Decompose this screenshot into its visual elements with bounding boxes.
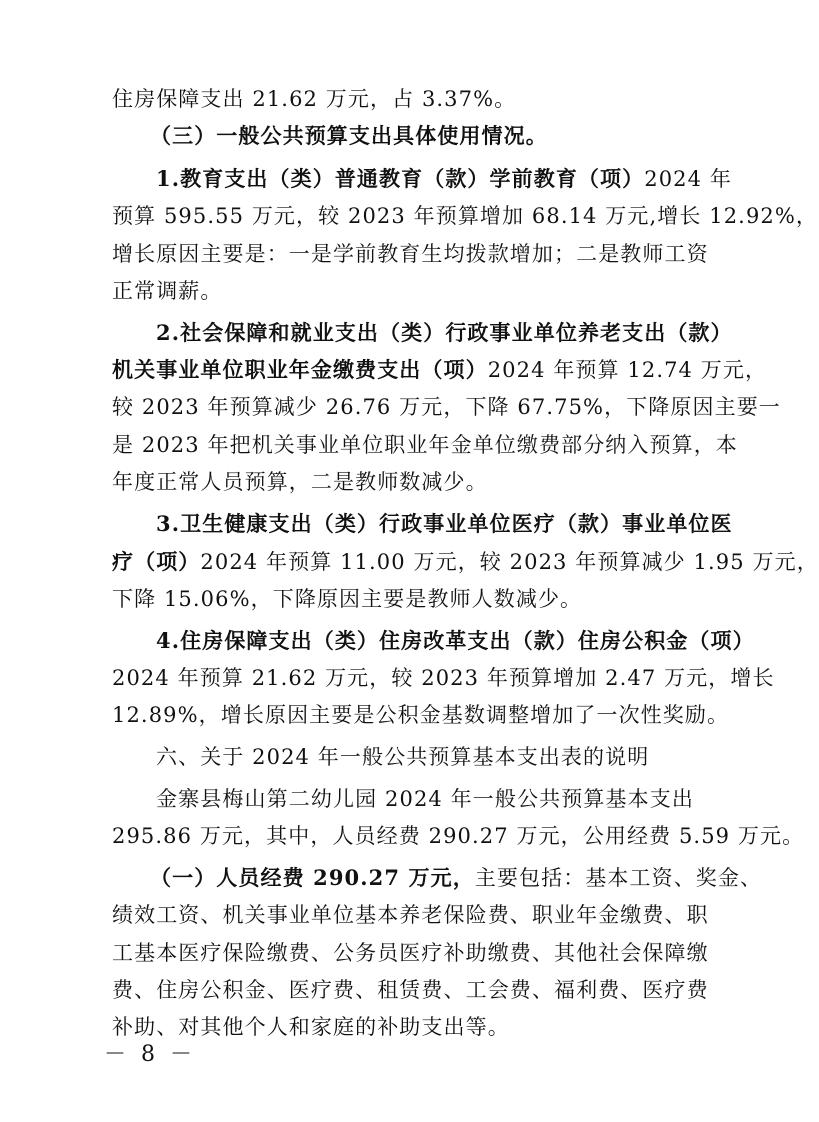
- text-line: 2024 年预算 21.62 万元，较 2023 年预算增加 2.47 万元，增长: [112, 666, 775, 690]
- text-line: 机关事业单位职业年金缴费支出（项）2024 年预算 12.74 万元，: [112, 357, 768, 382]
- item-heading-1: 1.教育支出（类）普通教育（款）学前教育（项）2024 年: [156, 166, 732, 191]
- text-line: 工基本医疗保险缴费、公务员医疗补助缴费、其他社会保障缴: [112, 941, 709, 965]
- text-line: 是 2023 年把机关事业单位职业年金单位缴费部分纳入预算，本: [112, 433, 738, 457]
- page-number: － 8 －: [104, 1042, 196, 1067]
- text-line: 年度正常人员预算，二是教师数减少。: [112, 470, 488, 494]
- subsection-heading: （一）人员经费 290.27 万元，主要包括：基本工资、奖金、: [150, 865, 763, 890]
- text-line: 正常调薪。: [112, 279, 223, 303]
- text-line: 较 2023 年预算减少 26.76 万元，下降 67.75%，下降原因主要一: [112, 395, 781, 419]
- text-line: 增长原因主要是：一是学前教育生均拨款增加；二是教师工资: [112, 242, 709, 266]
- item-heading-2: 2.社会保障和就业支出（类）行政事业单位养老支出（款）: [156, 320, 733, 345]
- text-line: 住房保障支出 21.62 万元，占 3.37%。: [112, 87, 517, 111]
- text-line: 金寨县梅山第二幼儿园 2024 年一般公共预算基本支出: [156, 787, 694, 811]
- item-heading-3: 3.卫生健康支出（类）行政事业单位医疗（款）事业单位医: [156, 511, 733, 536]
- item-heading-4: 4.住房保障支出（类）住房改革支出（款）住房公积金（项）: [156, 628, 755, 653]
- text-line: 补助、对其他个人和家庭的补助支出等。: [112, 1015, 510, 1039]
- text-line: 绩效工资、机关事业单位基本养老保险费、职业年金缴费、职: [112, 903, 709, 927]
- text-line: 下降 15.06%，下降原因主要是教师人数减少。: [112, 587, 583, 611]
- text-line: 295.86 万元，其中，人员经费 290.27 万元，公用经费 5.59 万元。: [112, 824, 805, 848]
- section-heading: （三）一般公共预算支出具体使用情况。: [150, 123, 548, 148]
- text-line: 12.89%，增长原因主要是公积金基数调整增加了一次性奖励。: [112, 703, 730, 727]
- section-heading-six: 六、关于 2024 年一般公共预算基本支出表的说明: [156, 745, 650, 769]
- text-line: 费、住房公积金、医疗费、租赁费、工会费、福利费、医疗费: [112, 978, 709, 1002]
- text-line: 疗（项）2024 年预算 11.00 万元，较 2023 年预算减少 1.95 万元，: [112, 549, 819, 574]
- text-line: 预算 595.55 万元，较 2023 年预算增加 68.14 万元,增长 12.92%，: [112, 204, 819, 228]
